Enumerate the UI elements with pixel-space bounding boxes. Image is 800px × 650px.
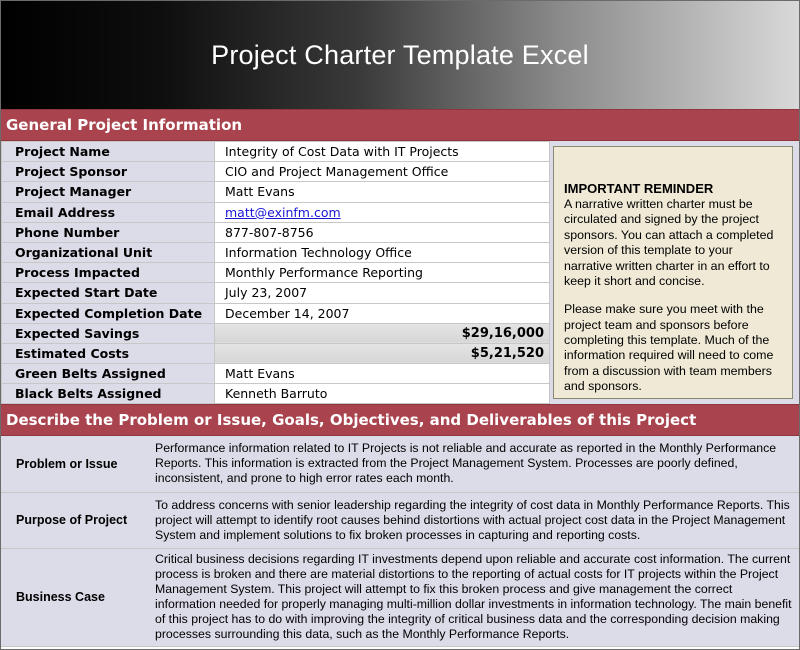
reminder-title: IMPORTANT REMINDER [564, 181, 714, 196]
green-belts-cell[interactable]: Matt Evans [215, 364, 550, 384]
field-label: Process Impacted [2, 263, 215, 283]
table-row [2, 162, 550, 182]
table-row [2, 182, 550, 202]
reminder-column [550, 141, 799, 404]
project-manager-cell[interactable]: Matt Evans [215, 182, 550, 202]
organizational-unit-cell[interactable]: Information Technology Office [215, 242, 550, 262]
email-link[interactable]: matt@exinfm.com [225, 204, 341, 220]
table-row [2, 222, 550, 242]
phone-number-cell[interactable]: 877-807-8756 [215, 222, 550, 242]
table-row [2, 323, 550, 343]
completion-date-cell[interactable]: December 14, 2007 [215, 303, 550, 323]
field-label: Email Address [2, 202, 215, 222]
table-row [2, 283, 550, 303]
table-row [1, 548, 799, 646]
purpose-label: Purpose of Project [1, 492, 145, 548]
table-row [2, 343, 550, 363]
reminder-paragraph: A narrative written charter must be circulated and signed by the project sponsors. You can attach a completed version of this template to your narrative written charter in an effort to keep it short and concise. [564, 197, 774, 288]
field-label: Project Sponsor [2, 162, 215, 182]
title-banner [1, 1, 799, 109]
describe-section-header: Describe the Problem or Issue, Goals, Objectives, and Deliverables of this Project [1, 404, 799, 436]
project-name-cell[interactable]: Integrity of Cost Data with IT Projects [215, 142, 550, 162]
table-row [2, 263, 550, 283]
important-reminder-box [553, 146, 793, 399]
field-label: Estimated Costs [2, 343, 215, 363]
field-label: Organizational Unit [2, 242, 215, 262]
start-date-cell[interactable]: July 23, 2007 [215, 283, 550, 303]
field-label: Black Belts Assigned [2, 384, 215, 404]
field-label: Project Manager [2, 182, 215, 202]
field-label: Expected Savings [2, 323, 215, 343]
table-row [1, 436, 799, 492]
estimated-costs-cell[interactable]: $5,21,520 [215, 343, 550, 363]
problem-text-cell[interactable]: Performance information related to IT Projects is not reliable and accurate as reported in the Monthly Performance Reports. This information is extracted from the Project Management System. Processes are poorly defined, inconsistent, and prone to high error rates each month. [145, 436, 799, 492]
general-info-section [1, 141, 799, 404]
problem-label: Problem or Issue [1, 436, 145, 492]
table-row [2, 202, 550, 222]
field-label: Expected Start Date [2, 283, 215, 303]
process-impacted-cell[interactable]: Monthly Performance Reporting [215, 263, 550, 283]
field-label: Expected Completion Date [2, 303, 215, 323]
field-label: Phone Number [2, 222, 215, 242]
expected-savings-cell[interactable]: $29,16,000 [215, 323, 550, 343]
field-label: Green Belts Assigned [2, 364, 215, 384]
business-case-text-cell[interactable]: Critical business decisions regarding IT investments depend upon reliable and accurate cost information. The current process is broken and there are material distortions to the reporting of actual costs for IT projects within the Project Management System. This project will attempt to fix this broken process and give management the correct information needed for properly managing multi-million dollar investments in information technology. The main benefit of this project has to do with improving the integrity of critical business data and the corresponding decision making processes surrounding this data, such as the Monthly Performance Reports. [145, 548, 799, 646]
purpose-text-cell[interactable]: To address concerns with senior leadership regarding the integrity of cost data in Monthly Performance Reports. This project will attempt to identify root causes behind distortions with actual project cost data in the Project Management System and implement solutions to fix broken processes in capturing and reporting costs. [145, 492, 799, 548]
description-table [1, 436, 799, 647]
email-address-cell[interactable] [215, 202, 550, 222]
field-label: Project Name [2, 142, 215, 162]
page-title: Project Charter Template Excel [211, 39, 589, 70]
table-row [2, 303, 550, 323]
general-info-header: General Project Information [1, 109, 799, 141]
table-row [1, 492, 799, 548]
general-info-table [1, 141, 550, 404]
table-row [2, 242, 550, 262]
black-belts-cell[interactable]: Kenneth Barruto [215, 384, 550, 404]
table-row [2, 364, 550, 384]
project-sponsor-cell[interactable]: CIO and Project Management Office [215, 162, 550, 182]
reminder-paragraph: Please make sure you meet with the project team and sponsors before completing this template. Much of the information required will need to come from a discussion with team members and sponsors. [564, 302, 774, 394]
table-row [2, 384, 550, 404]
business-case-label: Business Case [1, 548, 145, 646]
table-row [2, 142, 550, 162]
